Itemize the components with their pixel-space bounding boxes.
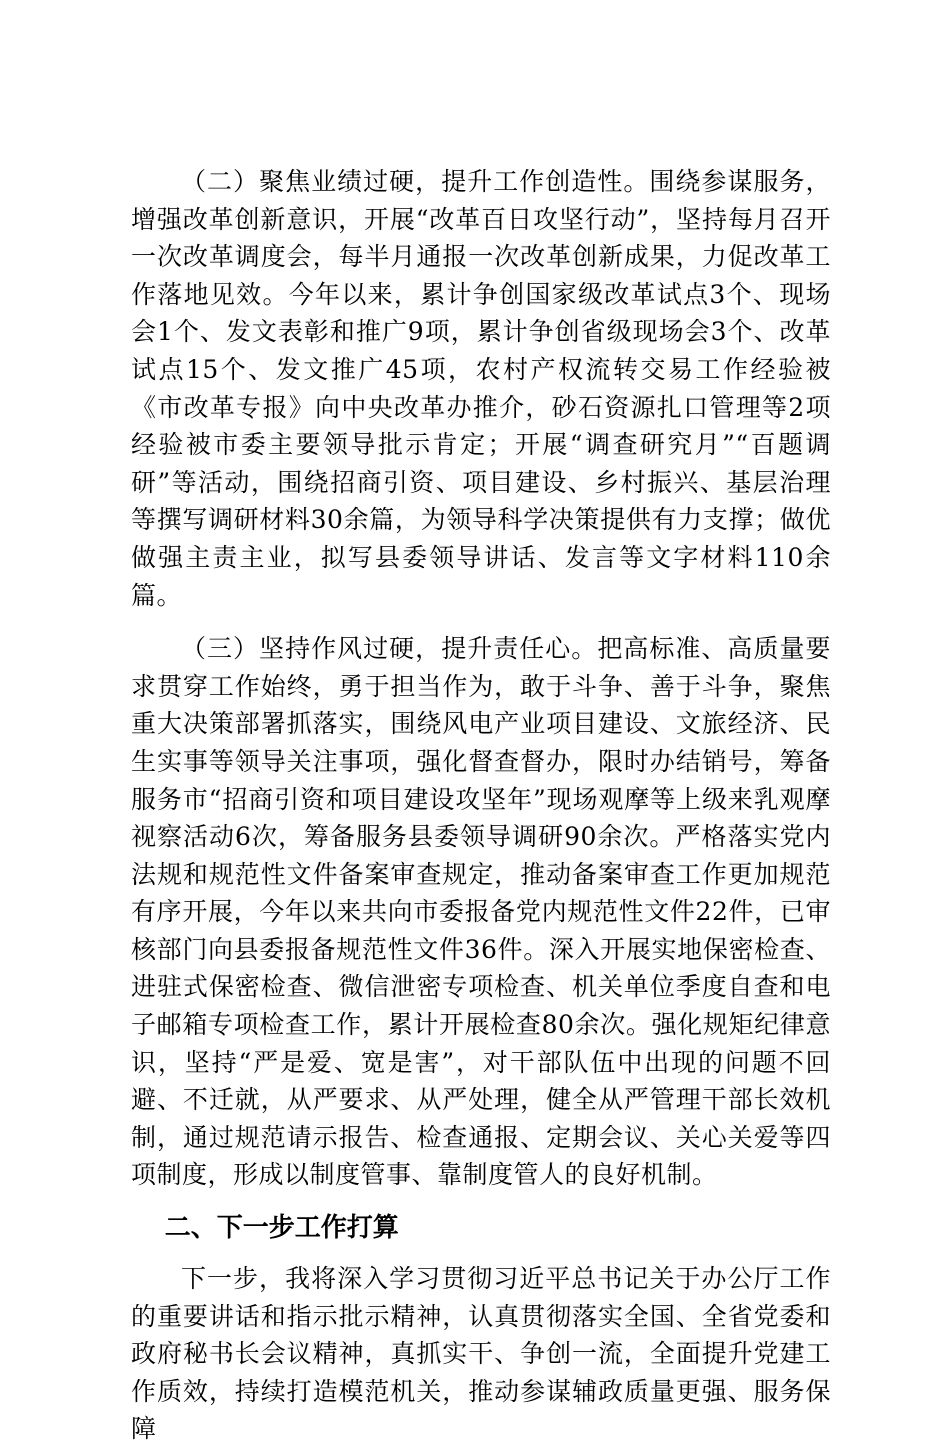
paragraph-section-2: （二）聚焦业绩过硬，提升工作创造性。围绕参谋服务，增强改革创新意识，开展“改革百日攻坚行动”，坚持每月召开一次改革调度会，每半月通报一次改革创新成果，力促改革工作落地见效。今年以来，累计争创国家级改革试点3个、现场会1个、发文表彰和推广9项，累计争创省级现场会3个、改革试点15个、发文推广45项，农村产权流转交易工作经验被《市改革专报》向中央改革办推介，砂石资源扎口管理等2项经验被市委主要领导批示肯定；开展“调查研究月”“百题调研”等活动，围绕招商引资、项目建设、乡村振兴、基层治理等撰写调研材料30余篇，为领导科学决策提供有力支撑；做优做强主责主业，拟写县委领导讲话、发言等文字材料110余篇。 bbox=[131, 167, 831, 610]
section-heading: 二、下一步工作打算 bbox=[164, 1213, 399, 1244]
document-page bbox=[131, 163, 831, 1448]
paragraph-section-3: （三）坚持作风过硬，提升责任心。把高标准、高质量要求贯穿工作始终，勇于担当作为，敢于斗争、善于斗争，聚焦重大决策部署抓落实，围绕风电产业项目建设、文旅经济、民生实事等领导关注事项，强化督查督办，限时办结销号，筹备服务市“招商引资和项目建设攻坚年”现场观摩等上级来乳观摩视察活动6次，筹备服务县委领导调研90余次。严格落实党内法规和规范性文件备案审查规定，推动备案审查工作更加规范有序开展，今年以来共向市委报备党内规范性文件22件，已审核部门向县委报备规范性文件36件。深入开展实地保密检查、进驻式保密检查、微信泄密专项检查、机关单位季度自查和电子邮箱专项检查工作，累计开展检查80余次。强化规矩纪律意识，坚持“严是爱、宽是害”，对干部队伍中出现的问题不回避、不迁就，从严要求、从严处理，健全从严管理干部长效机制，通过规范请示报告、检查通报、定期会议、关心关爱等四项制度，形成以制度管事、靠制度管人的良好机制。 bbox=[131, 634, 831, 1190]
paragraph-next-steps: 下一步，我将深入学习贯彻习近平总书记关于办公厅工作的重要讲话和指示批示精神，认真贯彻落实全国、全省党委和政府秘书长会议精神，真抓实干、争创一流，全面提升党建工作质效，持续打造模范机关，推动参谋辅政质量更强、服务保障 bbox=[131, 1264, 831, 1444]
